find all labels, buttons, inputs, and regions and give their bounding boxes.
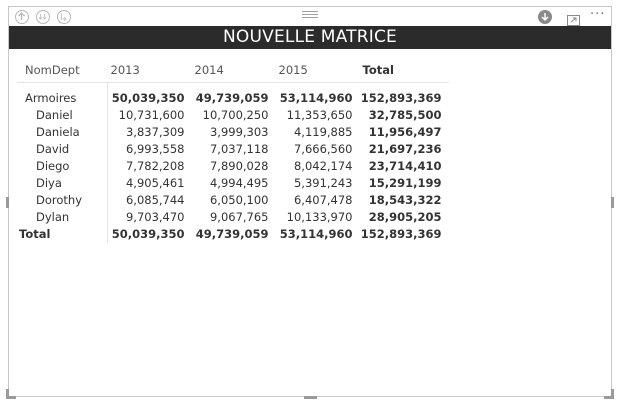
table-cell: 11,353,650 <box>286 108 353 122</box>
table-cell-total: 18,543,322 <box>368 193 442 207</box>
total-row-label: Total <box>17 226 108 243</box>
table-cell: 49,739,059 <box>195 91 269 105</box>
column-header-nomdept[interactable]: NomDept <box>17 58 108 83</box>
table-cell-total: 15,291,199 <box>368 176 442 190</box>
table-row <box>17 175 449 192</box>
drill-mode-icon[interactable] <box>538 10 552 24</box>
table-cell: 10,700,250 <box>202 108 269 122</box>
table-row <box>17 124 449 141</box>
table-cell: 7,037,118 <box>209 142 269 156</box>
table-cell-total: 152,893,369 <box>360 91 442 105</box>
table-cell-total: 32,785,500 <box>368 108 442 122</box>
table-cell: 7,666,560 <box>293 142 353 156</box>
table-row <box>17 158 449 175</box>
matrix-visual[interactable] <box>8 6 612 397</box>
resize-handle-bottom-right[interactable] <box>604 396 614 399</box>
row-header[interactable]: David <box>17 141 108 158</box>
column-header-2015[interactable]: 2015 <box>276 58 360 83</box>
expand-next-level-icon[interactable] <box>57 10 71 24</box>
row-header[interactable]: Dylan <box>17 209 108 226</box>
row-header[interactable]: Daniel <box>17 107 108 124</box>
table-cell-total: 11,956,497 <box>368 125 442 139</box>
table-cell: 4,994,495 <box>209 176 269 190</box>
table-row <box>17 192 449 209</box>
table-cell-total: 23,714,410 <box>368 159 442 173</box>
resize-handle-left[interactable] <box>6 197 9 208</box>
table-cell: 6,085,744 <box>125 193 185 207</box>
visual-title: NOUVELLE MATRICE <box>9 26 611 49</box>
matrix-table <box>17 58 449 243</box>
table-cell: 4,119,885 <box>293 125 353 139</box>
visual-header <box>9 7 611 27</box>
resize-handle-right[interactable] <box>611 197 614 208</box>
table-cell: 5,391,243 <box>293 176 353 190</box>
table-cell: 10,731,600 <box>118 108 185 122</box>
table-cell-total: 50,039,350 <box>111 227 185 241</box>
column-header-total[interactable]: Total <box>360 58 449 83</box>
table-cell: 7,890,028 <box>209 159 269 173</box>
table-cell: 7,782,208 <box>125 159 185 173</box>
focus-mode-icon[interactable] <box>567 11 580 22</box>
row-header[interactable]: Daniela <box>17 124 108 141</box>
column-header-row <box>17 58 449 83</box>
drill-down-all-icon[interactable] <box>36 10 50 24</box>
table-cell-total: 53,114,960 <box>279 227 353 241</box>
table-cell-total: 21,697,236 <box>368 142 442 156</box>
table-cell-grand-total: 152,893,369 <box>360 227 442 241</box>
row-header[interactable]: Diego <box>17 158 108 175</box>
table-cell: 4,905,461 <box>125 176 185 190</box>
table-cell: 6,050,100 <box>209 193 269 207</box>
table-cell-total: 49,739,059 <box>195 227 269 241</box>
table-cell: 10,133,970 <box>286 210 353 224</box>
row-header[interactable]: Armoires <box>17 90 108 107</box>
table-cell: 8,042,174 <box>293 159 353 173</box>
table-cell: 3,999,303 <box>209 125 269 139</box>
total-row <box>17 226 449 243</box>
table-cell: 6,407,478 <box>293 193 353 207</box>
more-options-icon[interactable]: ··· <box>590 7 606 22</box>
table-cell: 9,067,765 <box>209 210 269 224</box>
column-header-2013[interactable]: 2013 <box>108 58 192 83</box>
table-row <box>17 209 449 226</box>
row-header[interactable]: Diya <box>17 175 108 192</box>
column-header-2014[interactable]: 2014 <box>192 58 276 83</box>
drag-grip-icon[interactable] <box>302 11 318 20</box>
table-row <box>17 141 449 158</box>
table-cell: 9,703,470 <box>125 210 185 224</box>
row-header[interactable]: Dorothy <box>17 192 108 209</box>
resize-handle-bottom[interactable] <box>304 396 317 399</box>
table-cell: 50,039,350 <box>111 91 185 105</box>
table-row <box>17 107 449 124</box>
table-row-group <box>17 90 449 107</box>
table-cell: 53,114,960 <box>279 91 353 105</box>
table-cell: 3,837,309 <box>125 125 185 139</box>
table-cell-total: 28,905,205 <box>368 210 442 224</box>
resize-handle-bottom-left[interactable] <box>6 396 16 399</box>
table-cell: 6,993,558 <box>125 142 185 156</box>
drill-up-icon[interactable] <box>15 10 29 24</box>
